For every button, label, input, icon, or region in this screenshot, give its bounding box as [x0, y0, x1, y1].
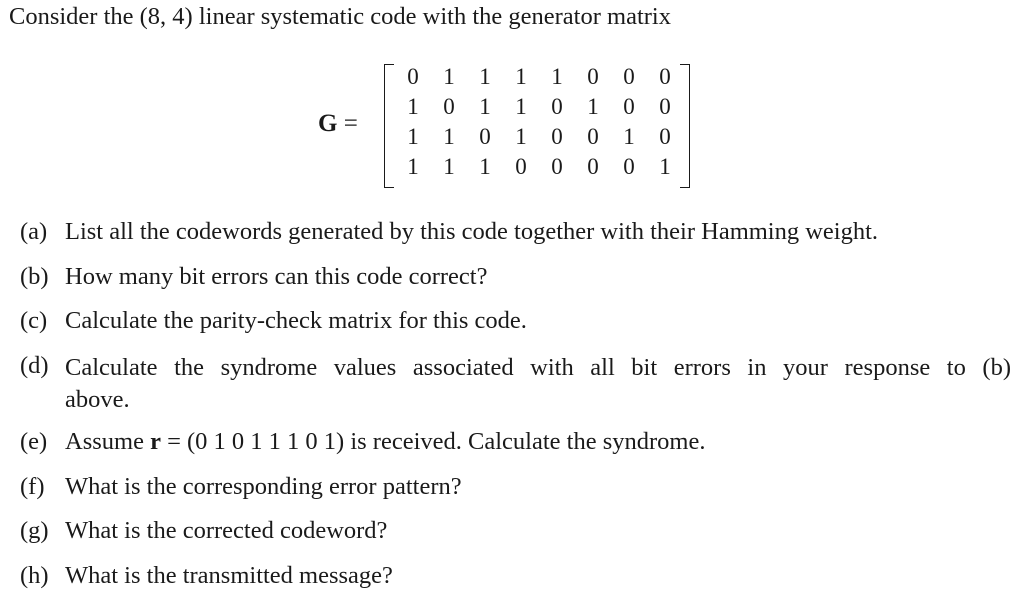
question-text-continued: above. [65, 386, 130, 413]
question-text: Calculate the syndrome values associated with all bit errors in your response to (b) [65, 354, 1011, 381]
matrix-cell: 0 [551, 154, 563, 179]
question-label: (g) [20, 517, 49, 544]
matrix-cell: 1 [407, 154, 419, 179]
matrix-cell: 1 [551, 64, 563, 89]
question-text [65, 428, 705, 456]
question-text: What is the transmitted message? [65, 562, 393, 589]
left-bracket [384, 64, 394, 188]
matrix-cell: 0 [479, 124, 491, 149]
question-label: (a) [20, 218, 48, 245]
matrix-cell: 0 [659, 94, 671, 119]
matrix-row [395, 122, 683, 152]
matrix-cell: 1 [587, 94, 599, 119]
matrix-cell: 0 [587, 124, 599, 149]
matrix-cell: 1 [515, 64, 527, 89]
question-label: (d) [20, 352, 49, 379]
right-bracket [680, 64, 690, 188]
matrix-cell: 0 [551, 124, 563, 149]
matrix-cell: 1 [515, 94, 527, 119]
matrix-cell: 0 [551, 94, 563, 119]
matrix-cell: 0 [623, 64, 635, 89]
matrix-cell: 1 [479, 154, 491, 179]
question-label: (c) [20, 307, 48, 334]
matrix-cell: 0 [659, 124, 671, 149]
question-label: (f) [20, 473, 45, 500]
matrix-cell: 0 [659, 64, 671, 89]
matrix-cell: 1 [515, 124, 527, 149]
problem-intro: Consider the (8, 4) linear systematic code with the generator matrix [9, 3, 671, 30]
received-vector-symbol: r [150, 428, 161, 455]
matrix-cell: 0 [407, 64, 419, 89]
matrix-cell: 1 [623, 124, 635, 149]
matrix-cell: 0 [443, 94, 455, 119]
matrix-grid [395, 62, 683, 182]
matrix-symbol: G [318, 110, 338, 137]
question-label: (h) [20, 562, 49, 589]
matrix-cell: 1 [407, 124, 419, 149]
question-text: Calculate the parity-check matrix for this code. [65, 307, 527, 334]
question-text-pre: Assume [65, 428, 151, 455]
matrix-row [395, 152, 683, 182]
matrix-cell: 1 [443, 154, 455, 179]
matrix-cell: 1 [443, 64, 455, 89]
question-text: How many bit errors can this code correct? [65, 263, 488, 290]
question-text: What is the corresponding error pattern? [65, 473, 462, 500]
matrix-cell: 1 [407, 94, 419, 119]
matrix-cell: 0 [515, 154, 527, 179]
matrix-cell: 0 [623, 154, 635, 179]
matrix-cell: 1 [479, 94, 491, 119]
question-text-post: = (0 1 0 1 1 1 0 1) is received. Calculate the syndrome. [160, 428, 706, 455]
matrix-cell: 1 [479, 64, 491, 89]
matrix-equals: = [337, 110, 358, 137]
matrix-cell: 1 [443, 124, 455, 149]
question-label: (b) [20, 263, 49, 290]
matrix-cell: 0 [587, 154, 599, 179]
question-text: What is the corrected codeword? [65, 517, 388, 544]
matrix-cell: 1 [659, 154, 671, 179]
question-text: List all the codewords generated by this code together with their Hamming weight. [65, 218, 879, 245]
matrix-row [395, 92, 683, 122]
matrix-cell: 0 [623, 94, 635, 119]
matrix-cell: 0 [587, 64, 599, 89]
matrix-row [395, 62, 683, 92]
question-label: (e) [20, 428, 48, 455]
matrix-label [318, 110, 358, 138]
